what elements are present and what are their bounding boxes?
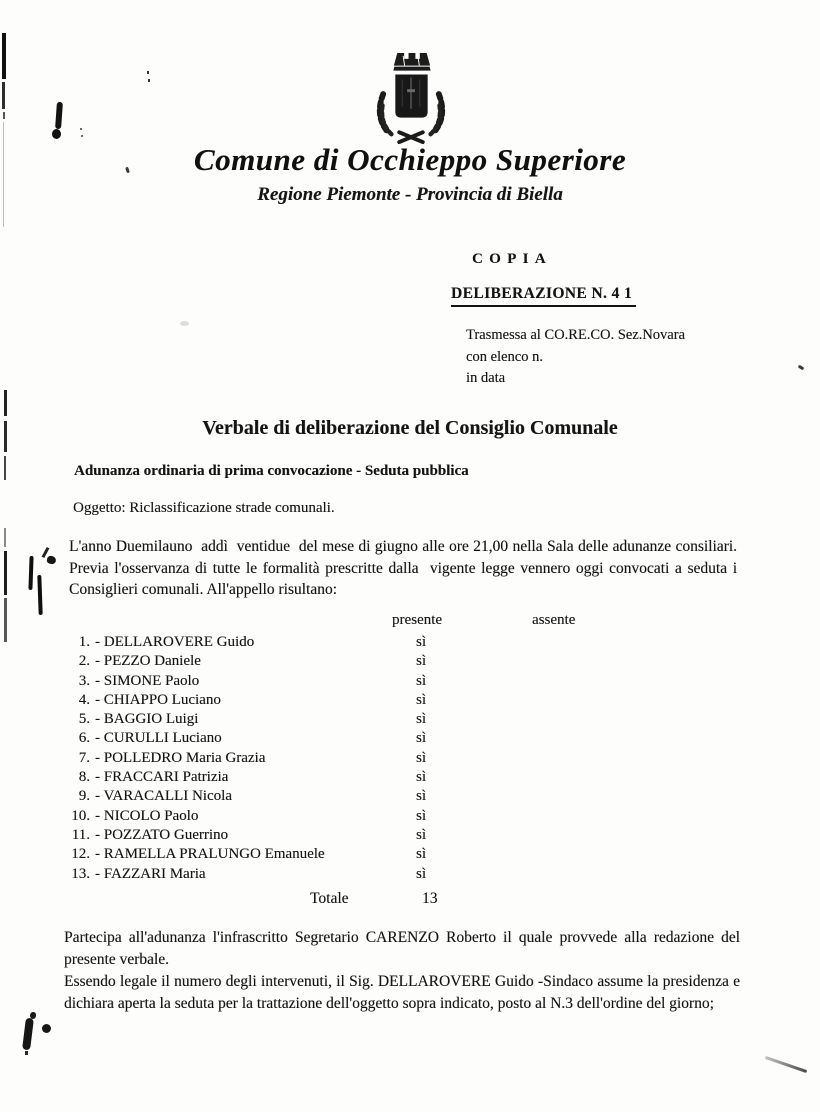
member-number: 8. [78,769,90,786]
scan-artifact-tick [798,365,805,371]
member-present-value: sì [415,865,426,882]
attendance-row [62,768,622,787]
member-present-value: sì [415,826,426,843]
scan-artifact-handwriting [37,575,42,615]
scan-artifact-colon [148,79,150,82]
scan-artifact-dot [81,135,83,137]
attendance-row [62,826,622,845]
intro-paragraph: L'anno Duemilauno addì ventidue del mese di giugno alle ore 21,00 nella Sala delle adunanze consiliari. Previa l'osservanza di tutte le formalità prescritte dalla vigente legge vennero oggi convocati a seduta i Consiglieri comunali. All'appello risultano: [69,538,745,599]
total-label: Totale [310,890,349,907]
attendance-row [62,633,622,652]
member-number: 10. [71,807,90,824]
member-name: - FAZZARI Maria [95,865,206,882]
member-name: - POZZATO Guerrino [95,826,229,843]
attendance-row [62,749,622,768]
member-present-value: sì [415,634,426,650]
member-name: - FRACCARI Patrizia [95,769,229,786]
scan-artifact-diagonal [765,1056,808,1073]
scan-artifact-edge-line [3,112,5,119]
attendance-row [62,672,622,691]
column-header-presente: presente [392,612,442,628]
column-header-assente: assente [532,612,576,628]
member-present-value: sì [415,711,426,728]
member-number: 4. [78,691,90,708]
member-number: 11. [71,826,90,843]
subject-line: Oggetto: Riclassificazione strade comunali. [73,500,335,516]
scan-artifact-margin-line [4,528,6,547]
copy-label: COPIA [472,251,552,267]
member-name: - NICOLO Paolo [95,807,199,824]
member-present-value: sì [415,730,426,747]
scan-artifact-handwriting [46,555,57,565]
scan-artifact-smudge [180,321,189,326]
scan-artifact-dot [25,1051,28,1055]
member-present-value: sì [415,749,426,766]
scan-artifact-dot [80,128,82,130]
member-name: - CURULLI Luciano [95,730,222,747]
transmission-line: in data [466,370,506,386]
attendance-list [62,633,622,884]
region-province-line: Regione Piemonte - Provincia di Biella [257,184,563,205]
scan-artifact-ink-stroke [55,102,63,129]
municipal-coat-of-arms-icon [362,50,460,146]
member-number: 1. [78,634,90,650]
member-name: - PEZZO Daniele [95,653,201,670]
scan-artifact-margin-line [4,598,7,642]
closing-block [64,927,740,1015]
scan-artifact-ink-dot [52,129,61,139]
member-name: - BAGGIO Luigi [95,711,199,728]
member-present-value: sì [415,769,426,786]
member-present-value: sì [415,691,426,708]
scan-artifact-ink-dot [42,1024,51,1033]
attendance-row [62,652,622,671]
attendance-row [62,865,622,884]
deliberation-number: DELIBERAZIONE N. 4 1 [451,285,636,307]
member-present-value: sì [415,807,426,824]
scan-artifact-ink-blob [22,1018,34,1051]
closing-paragraph: Partecipa all'adunanza l'infrascritto Segretario CARENZO Roberto il quale provvede alla redazione del presente verbale. [64,929,740,968]
member-present-value: sì [415,846,426,863]
scan-artifact-colon [147,71,149,74]
member-name: - CHIAPPO Luciano [95,691,221,708]
transmission-block [466,325,685,390]
member-name: - SIMONE Paolo [95,672,200,689]
scan-artifact-edge-line [2,33,6,79]
closing-paragraph: Essendo legale il numero degli intervenuti, il Sig. DELLAROVERE Guido -Sindaco assume la presidenza e dichiara aperta la seduta per la trattazione dell'oggetto sopra indicato, posto al N.3 dell'ordine del giorno; [64,973,740,1012]
scan-artifact-edge-line [2,82,5,109]
member-number: 13. [71,865,90,882]
member-number: 5. [78,711,90,728]
member-number: 3. [78,672,90,689]
scan-artifact-ink-blob [30,1012,36,1019]
transmission-line: con elenco n. [466,348,543,365]
member-present-value: sì [415,788,426,805]
member-name: - RAMELLA PRALUNGO Emanuele [95,846,325,863]
document-title: Verbale di deliberazione del Consiglio Comunale [202,417,618,439]
attendance-row [62,710,622,729]
transmission-line: Trasmessa al CO.RE.CO. Sez.Novara [466,327,685,343]
member-number: 2. [78,653,90,670]
member-number: 9. [78,788,90,805]
attendance-row [62,787,622,806]
scan-artifact-margin-line [4,456,6,480]
member-number: 7. [78,749,90,766]
attendance-row [62,729,622,748]
member-name: - POLLEDRO Maria Grazia [95,749,266,766]
attendance-row [62,807,622,826]
attendance-row [62,691,622,710]
total-value: 13 [422,890,438,907]
member-number: 6. [78,730,90,747]
member-present-value: sì [415,653,426,670]
scan-artifact-margin-line [4,390,7,416]
scan-artifact-handwriting [28,556,33,590]
scan-artifact-handwriting [42,547,50,558]
member-name: - DELLAROVERE Guido [95,634,255,650]
session-type-line: Adunanza ordinaria di prima convocazione - Seduta pubblica [74,463,469,479]
municipality-name: Comune di Occhieppo Superiore [193,142,627,177]
member-name: - VARACALLI Nicola [95,788,232,805]
scan-artifact-margin-line [4,551,7,595]
attendance-row [62,845,622,864]
member-number: 12. [71,846,90,863]
member-present-value: sì [415,672,426,689]
